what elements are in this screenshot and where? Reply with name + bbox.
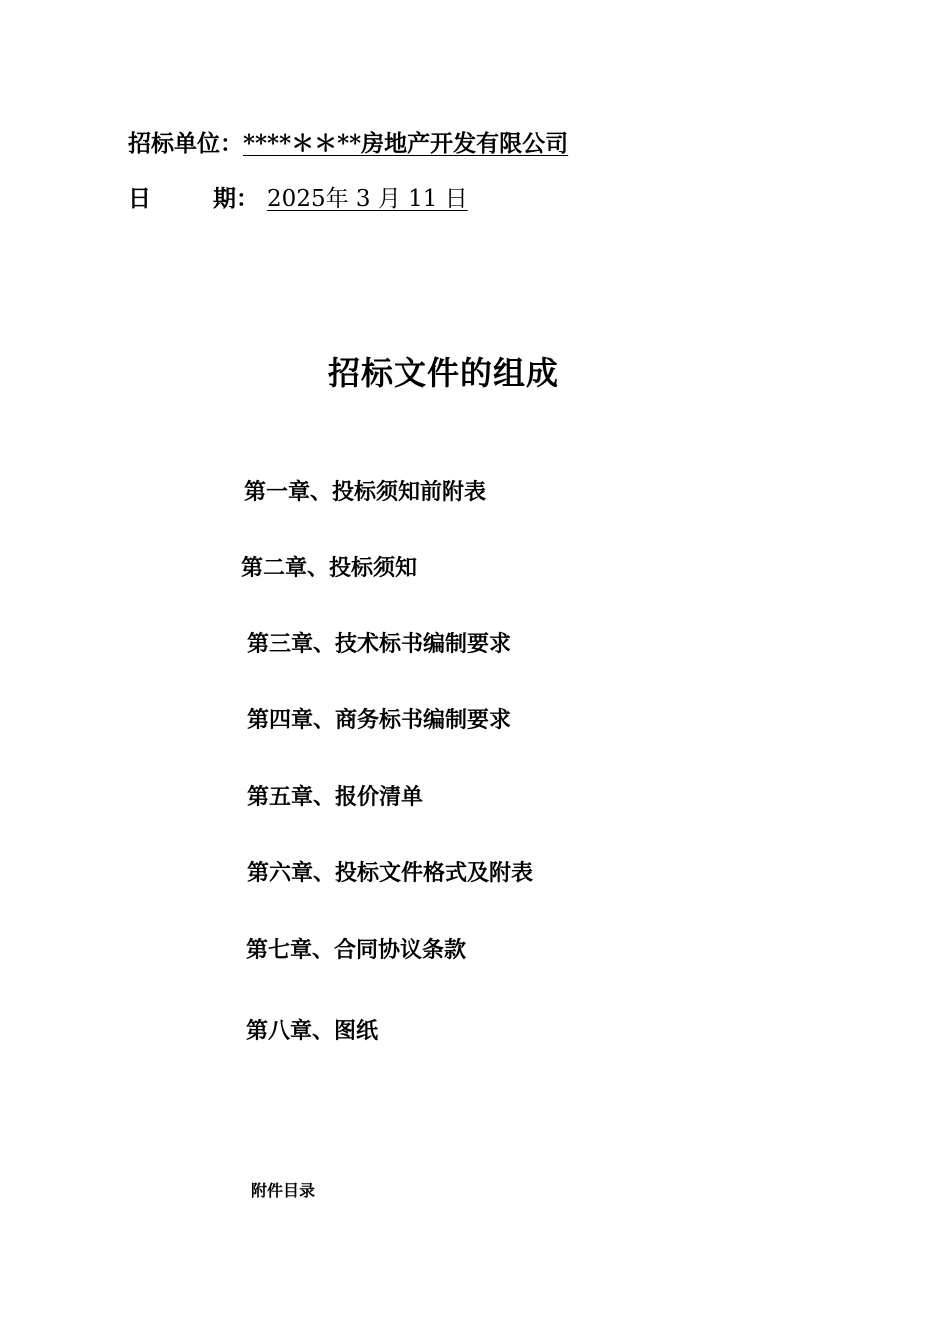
chapter-item-4: 第四章、商务标书编制要求	[247, 707, 512, 733]
date-label-second-part: 期：	[213, 185, 260, 212]
page-title: 招标文件的组成	[328, 354, 560, 392]
chapter-item-1: 第一章、投标须知前附表	[244, 479, 487, 505]
date-value: 2025年 3 月 11 日	[267, 186, 468, 212]
chapter-item-8: 第八章、图纸	[246, 1018, 379, 1044]
bidder-unit-label: 招标单位：	[128, 130, 243, 157]
chapter-item-5: 第五章、报价清单	[247, 784, 424, 810]
bidder-unit-line	[128, 125, 568, 158]
appendix-label: 附件目录	[251, 1181, 316, 1200]
chapter-item-2: 第二章、投标须知	[241, 555, 418, 581]
chapter-item-3: 第三章、技术标书编制要求	[247, 631, 512, 657]
date-line	[128, 180, 468, 213]
date-label-first-char: 日	[128, 185, 151, 212]
chapter-item-6: 第六章、投标文件格式及附表	[247, 860, 534, 886]
bidder-unit-value: ****＊＊**房地产开发有限公司	[243, 130, 569, 157]
chapter-item-7: 第七章、合同协议条款	[246, 937, 467, 963]
